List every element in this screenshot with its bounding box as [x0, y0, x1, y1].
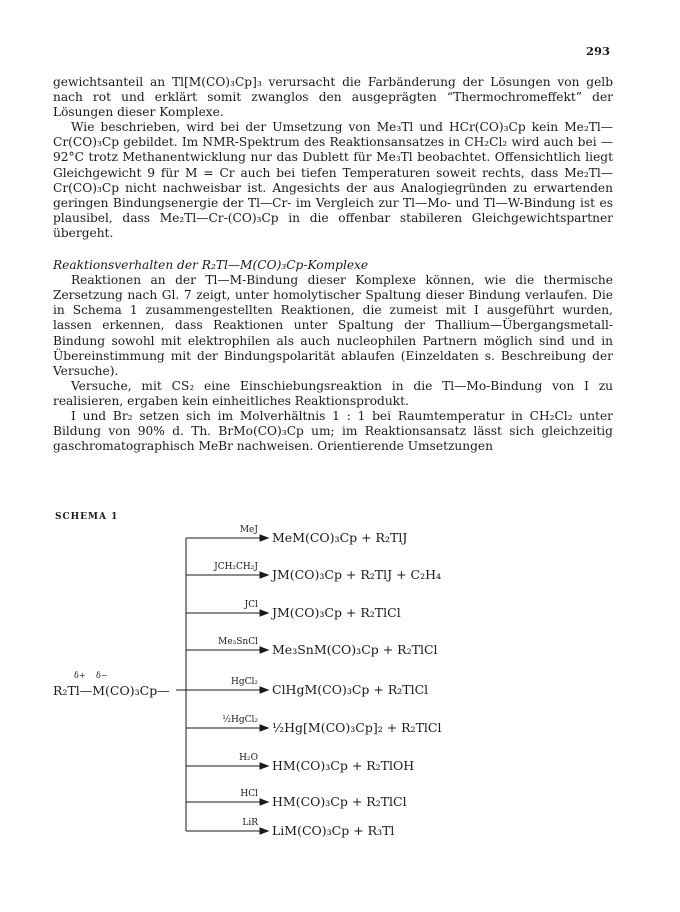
- scheme-reagent: HgCl₂: [231, 677, 258, 687]
- scheme-arrowhead: [260, 535, 268, 541]
- scheme-arrowhead: [260, 610, 268, 616]
- charge-delta-plus: δ+: [74, 671, 86, 680]
- scheme-arrowhead: [260, 828, 268, 834]
- scheme-reagent: ½HgCl₂: [222, 715, 258, 725]
- scheme-product: HM(CO)₃Cp + R₂TlOH: [272, 758, 415, 773]
- paragraph-4: Versuche, mit CS₂ eine Einschiebungsreaktion in die Tl—Mo-Bindung von I zu realisieren, ergaben kein einheitliches Reaktionsprodukt.: [53, 378, 613, 408]
- scheme-product: HM(CO)₃Cp + R₂TlCl: [272, 794, 407, 809]
- scheme-reactant: R₂Tl—M(CO)₃Cp—: [53, 683, 170, 698]
- scheme-reagent: HCl: [240, 789, 258, 799]
- scheme-product: JM(CO)₃Cp + R₂TlJ + C₂H₄: [272, 567, 442, 582]
- scheme-arrowhead: [260, 799, 268, 805]
- page-number: 293: [586, 44, 611, 58]
- scheme-reagent: Me₃SnCl: [218, 637, 258, 647]
- scheme-reagent: LiR: [242, 818, 258, 828]
- paragraph-1: gewichtsanteil an Tl[M(CO)₃Cp]₃ verursacht die Farbänderung der Lösungen von gelb nach rot und erklärt somit zwanglos den ausgeprägten “Thermochromeffekt” der Lösungen dieser Komplexe.: [53, 75, 613, 120]
- scheme-reagent: H₂O: [239, 753, 258, 763]
- scheme-product: ClHgM(CO)₃Cp + R₂TlCl: [272, 682, 429, 697]
- section-heading: Reaktionsverhalten der R₂Tl—M(CO)₃Cp-Komplexe: [53, 258, 369, 273]
- scheme-product: JM(CO)₃Cp + R₂TlCl: [272, 605, 401, 620]
- scheme-arrowhead: [260, 763, 268, 769]
- scheme-arrowhead: [260, 647, 268, 653]
- scheme-arrowhead: [260, 572, 268, 578]
- scheme-product: LiM(CO)₃Cp + R₃Tl: [272, 823, 395, 838]
- charge-delta-minus: δ−: [96, 671, 108, 680]
- scheme-reagent: MeJ: [239, 525, 258, 535]
- scheme-product: MeM(CO)₃Cp + R₂TlJ: [272, 530, 408, 545]
- paragraph-2: Wie beschrieben, wird bei der Umsetzung von Me₃Tl und HCr(CO)₃Cp kein Me₂Tl—Cr(CO)₃Cp gebildet. Im NMR-Spektrum des Reaktionsansatzes in CH₂Cl₂ wird auch bei —92°C trotz Methanentwicklung nur das Dublett für Me₃Tl beobachtet. Offensichtlich liegt Gleichgewicht 9 für M = Cr auch bei tiefen Temperaturen soweit rechts, dass Me₂Tl—Cr(CO)₃Cp nicht nachweisbar ist. Angesichts der aus Analogiegründen zu erwartenden geringen Bindungsenergie der Tl—Cr- im Vergleich zur Tl—Mo- und Tl—W-Bindung ist es plausibel, dass Me₂Tl—Cr-(CO)₃Cp in die offenbar stabileren Gleichgewichtspartner übergeht.: [53, 120, 613, 240]
- scheme-arrowhead: [260, 725, 268, 731]
- scheme-product: Me₃SnM(CO)₃Cp + R₂TlCl: [272, 642, 438, 657]
- paragraph-3: Reaktionen an der Tl—M-Bindung dieser Komplexe können, wie die thermische Zersetzung nach Gl. 7 zeigt, unter homolytischer Spaltung dieser Bindung verlaufen. Die in Schema 1 zusammengestellten Reaktionen, die zumeist mit I ausgeführt wurden, lassen erkennen, dass Reaktionen unter Spaltung der Thallium—Übergangsmetall-Bindung sowohl mit elektrophilen als auch nucleophilen Partnern möglich sind und in Übereinstimmung mit der Bindungspolarität ablaufen (Einzeldaten s. Beschreibung der Versuche).: [53, 273, 613, 378]
- scheme-arrowhead: [260, 687, 268, 693]
- scheme-reagent: JCH₂CH₂J: [214, 562, 258, 572]
- scheme-reagent: JCl: [244, 600, 258, 610]
- schema-label: SCHEMA 1: [55, 512, 119, 522]
- paragraph-5: I und Br₂ setzen sich im Molverhältnis 1 : 1 bei Raumtemperatur in CH₂Cl₂ unter Bildung von 90% d. Th. BrMo(CO)₃Cp um; im Reaktionsansatz lässt sich gleichzeitig gaschromatographisch MeBr nachweisen. Orientierende Umsetzungen: [53, 408, 613, 454]
- scheme-product: ½Hg[M(CO)₃Cp]₂ + R₂TlCl: [272, 720, 442, 735]
